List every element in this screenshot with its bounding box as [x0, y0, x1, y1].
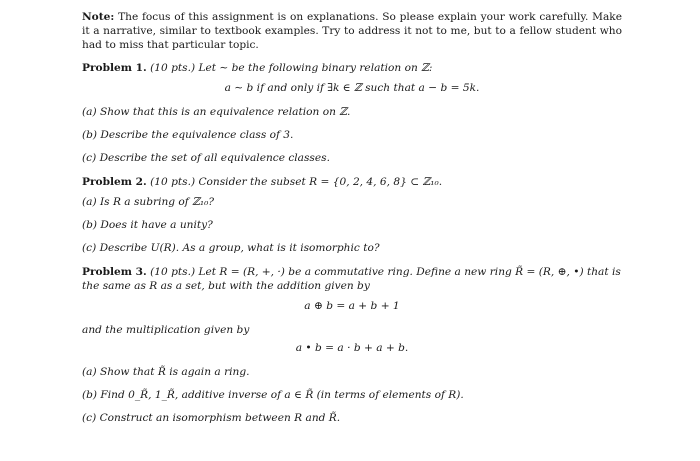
problem-2-item-b: (b) Does it have a unity?: [82, 219, 213, 231]
problem-3-intro: (10 pts.) Let R = (R, +, ·) be a commutative ring. Define a new ring R̃ = (R, ⊕, •) that is the same as R as a set, but with the addition given by: [82, 266, 621, 292]
problem-3-multiplication-equation: a • b = a · b + a + b.: [295, 342, 409, 354]
assignment-page: [82, 10, 622, 434]
problem-2-label: Problem 2.: [82, 176, 147, 188]
note-label: Note:: [82, 11, 115, 23]
problem-1-label: Problem 1.: [82, 62, 147, 74]
problem-3-between-text: and the multiplication given by: [82, 324, 250, 336]
problem-1-item-c: (c) Describe the set of all equivalence classes.: [82, 152, 330, 164]
problem-3-item-a: (a) Show that R̃ is again a ring.: [82, 366, 250, 378]
problem-3-item-c: (c) Construct an isomorphism between R and R̃.: [82, 412, 341, 424]
problem-1-intro: (10 pts.) Let ∼ be the following binary relation on ℤ:: [146, 62, 433, 74]
problem-3-item-b: (b) Find 0_R̃, 1_R̃, additive inverse of a ∈ R̃ (in terms of elements of R).: [82, 389, 464, 401]
problem-2-header: [82, 175, 622, 189]
problem-1-header: [82, 61, 622, 75]
problem-1-display-equation: a ∼ b if and only if ∃k ∈ ℤ such that a − b = 5k.: [224, 82, 480, 94]
problem-2-item-a: (a) Is R a subring of ℤ₁₀?: [82, 196, 215, 208]
note-text: The focus of this assignment is on explanations. So please explain your work carefully. Make it a narrative, similar to textbook examples. Try to address it not to me, but to a fellow student who had to miss that particular topic.: [82, 11, 622, 51]
problem-1-item-a: (a) Show that this is an equivalence relation on ℤ.: [82, 106, 351, 118]
problem-2-intro: (10 pts.) Consider the subset R = {0, 2, 4, 6, 8} ⊂ ℤ₁₀.: [146, 176, 443, 188]
problem-3-addition-equation: a ⊕ b = a + b + 1: [304, 300, 400, 312]
problem-3-header: [82, 265, 622, 293]
note-paragraph: [82, 10, 622, 52]
problem-1-item-b: (b) Describe the equivalence class of 3.: [82, 129, 294, 141]
problem-2-item-c: (c) Describe U(R). As a group, what is it isomorphic to?: [82, 242, 380, 254]
problem-3-label: Problem 3.: [82, 266, 147, 278]
